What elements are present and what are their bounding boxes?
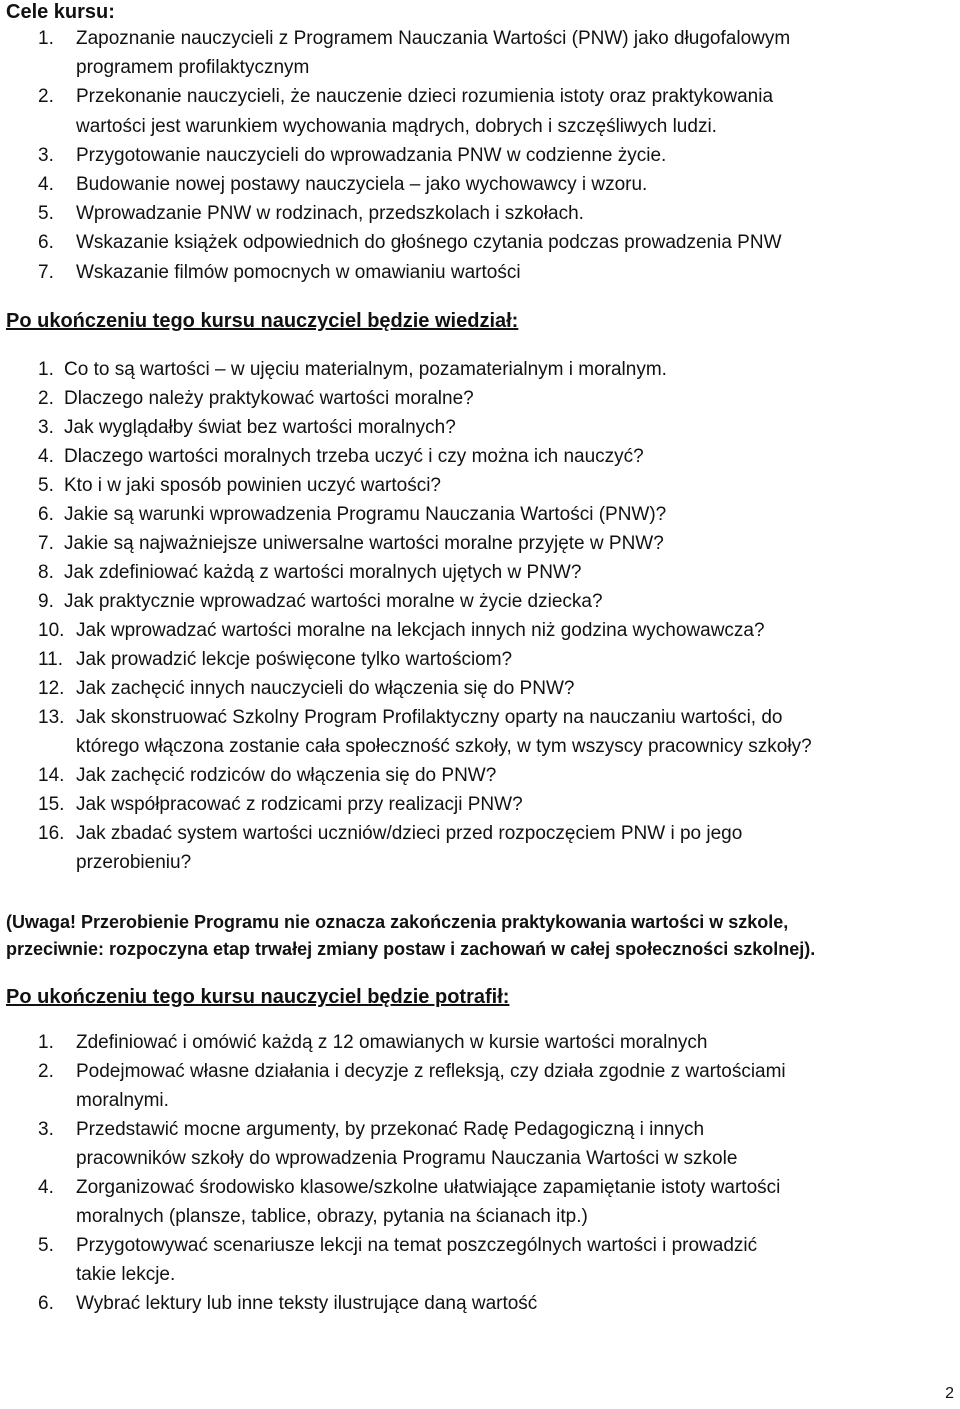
wiedzial-item-text: Kto i w jaki sposób powinien uczyć wartości? bbox=[64, 475, 442, 496]
potrafil-item-number: 2. bbox=[38, 1061, 54, 1082]
wiedzial-item-text: Jak praktycznie wprowadzać wartości moralne w życie dziecka? bbox=[64, 591, 603, 612]
wiedzial-item-text: Dlaczego wartości moralnych trzeba uczyć i czy można ich nauczyć? bbox=[64, 446, 644, 467]
potrafil-item-text: moralnych (plansze, tablice, obrazy, pytania na ścianach itp.) bbox=[76, 1206, 588, 1227]
cele-item-text: Wskazanie książek odpowiednich do głośnego czytania podczas prowadzenia PNW bbox=[76, 232, 782, 254]
cele-item-text: Wskazanie filmów pomocnych w omawianiu wartości bbox=[76, 261, 521, 283]
cele-item-text: Zapoznanie nauczycieli z Programem Nauczania Wartości (PNW) jako długofalowym bbox=[76, 28, 791, 49]
wiedzial-item-text: Jak skonstruować Szkolny Program Profilaktyczny oparty na nauczaniu wartości, do bbox=[76, 707, 783, 728]
cele-heading: Cele kursu: bbox=[6, 1, 115, 23]
wiedzial-item-number: 16. bbox=[38, 823, 65, 844]
potrafil-item-text: moralnymi. bbox=[76, 1090, 169, 1111]
wiedzial-item-number: 11. bbox=[38, 649, 64, 670]
cele-item-number: 5. bbox=[38, 203, 54, 225]
potrafil-item-text: Podejmować własne działania i decyzje z refleksją, czy działa zgodnie z wartościami bbox=[76, 1061, 786, 1082]
wiedzial-item-number: 7. bbox=[38, 533, 54, 554]
page-number: 2 bbox=[945, 1385, 954, 1402]
wiedzial-item-text: którego włączona zostanie cała społeczność szkoły, w tym wszyscy pracownicy szkoły? bbox=[76, 736, 812, 757]
potrafil-item-text: Zdefiniować i omówić każdą z 12 omawianych w kursie wartości moralnych bbox=[76, 1032, 708, 1053]
cele-item-number: 6. bbox=[38, 232, 54, 254]
wiedzial-item-text: Jak zachęcić rodziców do włączenia się do PNW? bbox=[76, 765, 497, 786]
potrafil-item-text: pracowników szkoły do wprowadzenia Programu Nauczania Wartości w szkole bbox=[76, 1148, 738, 1169]
wiedzial-item-text: Dlaczego należy praktykować wartości moralne? bbox=[64, 388, 474, 409]
wiedzial-item-number: 4. bbox=[38, 446, 54, 467]
potrafil-item-text: Przedstawić mocne argumenty, by przekonać Radę Pedagogiczną i innych bbox=[76, 1119, 705, 1140]
wiedzial-item-number: 15. bbox=[38, 794, 65, 815]
wiedzial-item-text: Jak wyglądałby świat bez wartości moralnych? bbox=[64, 417, 456, 438]
wiedzial-item-text: Jakie są najważniejsze uniwersalne wartości moralne przyjęte w PNW? bbox=[64, 533, 664, 554]
wiedzial-item-number: 6. bbox=[38, 504, 54, 525]
wiedzial-item-text: przerobieniu? bbox=[76, 852, 192, 873]
potrafil-item-text: Wybrać lektury lub inne teksty ilustrujące daną wartość bbox=[76, 1293, 538, 1314]
uwaga-line-1: (Uwaga! Przerobienie Programu nie oznacza zakończenia praktykowania wartości w szkole, bbox=[6, 912, 789, 932]
cele-item-number: 3. bbox=[38, 144, 54, 166]
wiedzial-item-number: 10. bbox=[38, 620, 65, 641]
potrafil-item-number: 5. bbox=[38, 1235, 54, 1256]
wiedzial-item-text: Jakie są warunki wprowadzenia Programu Nauczania Wartości (PNW)? bbox=[64, 504, 667, 525]
potrafil-item-text: takie lekcje. bbox=[76, 1264, 176, 1285]
wiedzial-heading: Po ukończeniu tego kursu nauczyciel będzie wiedział: bbox=[6, 310, 519, 332]
potrafil-item-number: 4. bbox=[38, 1177, 54, 1198]
wiedzial-item-number: 12. bbox=[38, 678, 65, 699]
wiedzial-item-number: 13. bbox=[38, 707, 65, 728]
wiedzial-item-number: 8. bbox=[38, 562, 54, 583]
potrafil-item-text: Przygotowywać scenariusze lekcji na temat poszczególnych wartości i prowadzić bbox=[76, 1235, 758, 1256]
wiedzial-item-number: 2. bbox=[38, 388, 54, 409]
wiedzial-item-text: Jak zachęcić innych nauczycieli do włączenia się do PNW? bbox=[76, 678, 575, 699]
potrafil-item-text: Zorganizować środowisko klasowe/szkolne ułatwiające zapamiętanie istoty wartości bbox=[76, 1177, 781, 1198]
cele-item-number: 1. bbox=[38, 28, 54, 49]
wiedzial-item-text: Co to są wartości – w ujęciu materialnym, pozamaterialnym i moralnym. bbox=[64, 359, 667, 380]
wiedzial-item-text: Jak zbadać system wartości uczniów/dzieci przed rozpoczęciem PNW i po jego bbox=[76, 823, 743, 844]
wiedzial-item-text: Jak zdefiniować każdą z wartości moralnych ujętych w PNW? bbox=[64, 562, 582, 583]
cele-item-text: Przekonanie nauczycieli, że nauczenie dzieci rozumienia istoty oraz praktykowania bbox=[76, 86, 774, 108]
cele-item-text: Wprowadzanie PNW w rodzinach, przedszkolach i szkołach. bbox=[76, 203, 584, 225]
wiedzial-item-number: 1. bbox=[38, 359, 54, 380]
potrafil-item-number: 3. bbox=[38, 1119, 54, 1140]
cele-item-text: Przygotowanie nauczycieli do wprowadzania PNW w codzienne życie. bbox=[76, 144, 667, 166]
cele-item-number: 7. bbox=[38, 261, 54, 283]
cele-item-text: Budowanie nowej postawy nauczyciela – jako wychowawcy i wzoru. bbox=[76, 174, 648, 195]
wiedzial-item-number: 14. bbox=[38, 765, 65, 786]
wiedzial-item-number: 5. bbox=[38, 475, 54, 496]
wiedzial-item-number: 9. bbox=[38, 591, 54, 612]
wiedzial-item-text: Jak współpracować z rodzicami przy realizacji PNW? bbox=[76, 794, 523, 815]
potrafil-item-number: 6. bbox=[38, 1293, 54, 1314]
wiedzial-item-number: 3. bbox=[38, 417, 54, 438]
uwaga-line-2: przeciwnie: rozpoczyna etap trwałej zmiany postaw i zachowań w całej społeczności szkolnej). bbox=[6, 939, 816, 959]
wiedzial-item-text: Jak prowadzić lekcje poświęcone tylko wartościom? bbox=[76, 649, 513, 670]
potrafil-heading: Po ukończeniu tego kursu nauczyciel będzie potrafił: bbox=[6, 986, 510, 1008]
cele-item-number: 4. bbox=[38, 174, 54, 195]
potrafil-item-number: 1. bbox=[38, 1032, 54, 1053]
wiedzial-item-text: Jak wprowadzać wartości moralne na lekcjach innych niż godzina wychowawcza? bbox=[76, 620, 765, 641]
cele-item-number: 2. bbox=[38, 86, 54, 108]
cele-item-text: programem profilaktycznym bbox=[76, 57, 310, 79]
cele-item-text: wartości jest warunkiem wychowania mądrych, dobrych i szczęśliwych ludzi. bbox=[76, 115, 717, 137]
